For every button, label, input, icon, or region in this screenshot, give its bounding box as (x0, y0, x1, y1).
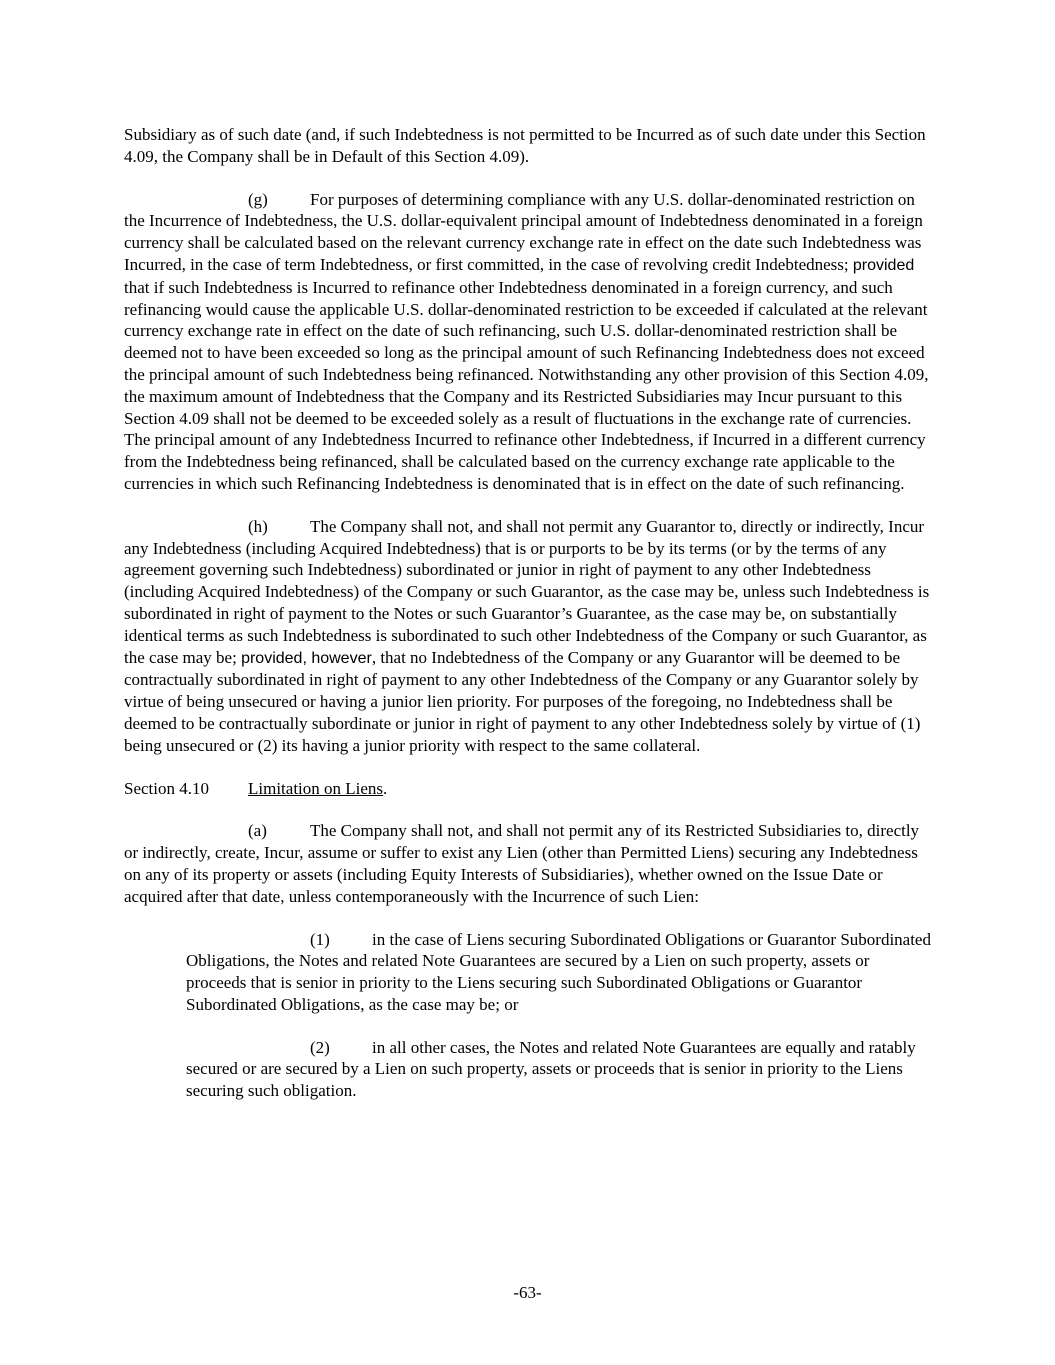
sub-item-1-paragraph (186, 929, 932, 1016)
clause-label-a: (a) (248, 821, 267, 841)
clause-label-g: (g) (248, 189, 268, 209)
sub-item-2-text: in all other cases, the Notes and related Note Guarantees are equally and ratably secured or are secured by a Lien on such property, assets or proceeds that is senior in priority to the Liens securing such obligation. (186, 1037, 916, 1101)
page-number: -63- (513, 1283, 542, 1302)
paragraph-intro: Subsidiary as of such date (and, if such Indebtedness is not permitted to be Incurred as of such date under this Section 4.09, the Company shall be in Default of this Section 4.09). (124, 125, 926, 166)
clause-g-provided: provided (852, 256, 915, 274)
section-heading (124, 778, 932, 800)
paragraph-h (124, 516, 932, 757)
sub-item-1-text: in the case of Liens securing Subordinated Obligations or Guarantor Subordinated Obligations, the Notes and related Note Guarantees are secured by a Lien on such property, assets or proceeds that is senior in priority to the Liens securing such Subordinated Obligations or Guarantor Subordinated Obligations, as the case may be; or (186, 929, 931, 1014)
sub-item-label-2: (2) (310, 1037, 330, 1057)
section-title-period: . (383, 778, 388, 798)
clause-g-text-before: For purposes of determining compliance with any U.S. dollar-denominated restriction on the Incurrence of Indebtedness, the U.S. dollar-equivalent principal amount of Indebtedness denominated in a foreign currency shall be calculated based on the relevant currency exchange rate in effect on the date such Indebtedness was Incurred, in the case of term Indebtedness, or first committed, in the case of revolving credit Indebtedness; (124, 189, 923, 274)
paragraph-g (124, 189, 932, 495)
sub-item-2 (186, 1037, 932, 1102)
sub-item-2-paragraph (186, 1037, 932, 1102)
clause-label-h: (h) (248, 516, 268, 536)
section-title: Limitation on Liens (248, 778, 384, 798)
sub-item-1 (186, 929, 932, 1016)
document-page (124, 124, 932, 1102)
clause-g-text-after: that if such Indebtedness is Incurred to refinance other Indebtedness denominated in a foreign currency, and such refinancing would cause the applicable U.S. dollar-denominated restriction to be exceeded if calculated at the relevant currency exchange rate in effect on the date of such refinancing, such U.S. dollar-denominated restriction shall be deemed not to have been exceeded so long as the principal amount of such Refinancing Indebtedness does not exceed the principal amount of such Indebtedness being refinanced. Notwithstanding any other provision of this Section 4.09, the maximum amount of Indebtedness that the Company and its Restricted Subsidiaries may Incur pursuant to this Section 4.09 shall not be deemed to be exceeded solely as a result of fluctuations in the exchange rate of currencies. The principal amount of any Indebtedness Incurred to refinance other Indebtedness, if Incurred in a different currency from the Indebtedness being refinanced, shall be calculated based on the currency exchange rate applicable to the currencies in which such Refinancing Indebtedness is denominated that is in effect on the date of such refinancing. (124, 277, 929, 493)
clause-h-provided: provided, however (241, 649, 372, 667)
sub-item-label-1: (1) (310, 929, 330, 949)
paragraph-a (124, 820, 932, 907)
clause-a-text: The Company shall not, and shall not permit any of its Restricted Subsidiaries to, directly or indirectly, create, Incur, assume or suffer to exist any Lien (other than Permitted Liens) securing any Indebtedness on any of its property or assets (including Equity Interests of Subsidiaries), whether owned on the Issue Date or acquired after that date, unless contemporaneously with the Incurrence of such Lien: (124, 821, 920, 906)
clause-h-text-after: , that no Indebtedness of the Company or any Guarantor will be deemed to be contractually subordinated in right of payment to any other Indebtedness of the Company or any Guarantor solely by virtue of being unsecured or having a junior lien priority. For purposes of the foregoing, no Indebtedness shall be deemed to be contractually subordinate or junior in right of payment to any other Indebtedness solely by virtue of (1) being unsecured or (2) its having a junior priority with respect to the same collateral. (124, 647, 921, 755)
section-number: Section 4.10 (124, 778, 209, 798)
clause-h-text-before: The Company shall not, and shall not permit any Guarantor to, directly or indirectly, Incur any Indebtedness (including Acquired Indebtedness) that is or purports to be by its terms (or by the terms of any agreement governing such Indebtedness) subordinated or junior in right of payment to any other Indebtedness (including Acquired Indebtedness) of the Company or such Guarantor, as the case may be, unless such Indebtedness is subordinated in right of payment to the Notes or such Guarantor’s Guarantee, as the case may be, on substantially identical terms as such Indebtedness is subordinated to such other Indebtedness of the Company or such Guarantor, as the case may be; (124, 516, 930, 667)
